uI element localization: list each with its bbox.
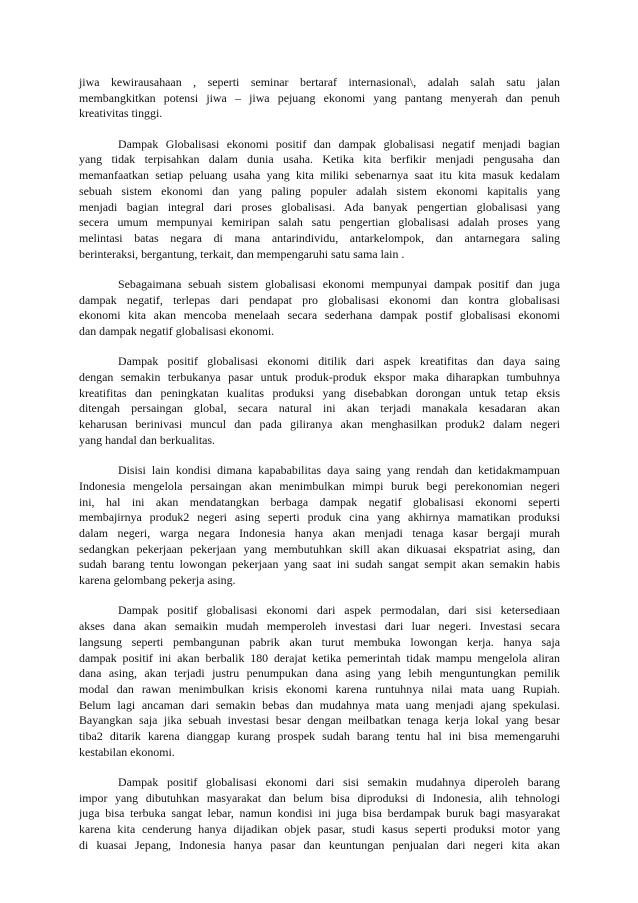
text-line: sebuah sistem ekonomi dan yang paling populer adalah sistem ekonomi kapitalis yang — [79, 183, 560, 198]
text-line: memanfaatkan setiap peluang usaha yang kita miliki sebenarnya saat itu kita masuk kedalam — [79, 168, 560, 183]
text-line: keharusan berinivasi muncul dan pada giliranya akan menghasilkan produk2 dalam negeri — [79, 417, 560, 432]
text-line: yang tidak terpisahkan dalam dunia usaha. Ketika kita berfikir menjadi pengusaha dan — [79, 152, 560, 167]
text-line: Bayangkan saja jika sebuah investasi besar dengan meilbatkan tenaga kerja lokal yang besar — [79, 713, 560, 728]
text-line: membajirnya produk2 negeri asing seperti produk cina yang akhirnya mamatikan produksi — [79, 510, 560, 525]
text-line: kreativitas tinggi. — [79, 106, 163, 121]
text-line: modal dan rawan menimbulkan krisis ekonomi karena runtuhnya nilai mata uang Rupiah. — [79, 681, 560, 696]
paragraph — [79, 75, 560, 122]
text-line: Sebagaimana sebuah sistem globalisasi ekonomi mempunyai dampak positif dan juga — [118, 276, 560, 291]
text-line: akses dana akan semaikin mudah memperoleh investasi dari luar negeri. Investasi secara — [79, 619, 560, 634]
text-line: kreatifitas dan peningkatan kualitas produksi yang disebabkan dorongan untuk tetap eksis — [79, 385, 560, 400]
paragraph — [79, 775, 560, 854]
text-line: Dampak positif globalisasi ekonomi dari sisi semakin mudahnya diperoleh barang — [118, 775, 560, 790]
text-line: Indonesia mengelola persaingan akan menimbulkan mimpi buruk begi perekonomian negeri — [79, 478, 560, 493]
text-line: impor yang dibutuhkan masyarakat dan belum bisa diproduksi di Indonesia, alih tehnologi — [79, 790, 560, 805]
paragraph — [79, 463, 560, 589]
text-line: dengan semakin terbukanya pasar untuk produk-produk ekspor maka diharapkan tumbuhnya — [79, 370, 560, 384]
text-line: dalam negeri, warga negara Indonesia hanya akan menjadi tenaga kasar bergaji murah — [79, 525, 560, 540]
text-line: Dampak positif globalisasi ekonomi dari aspek permodalan, dari sisi ketersediaan — [118, 603, 560, 618]
text-line: dan dampak negatif globalisasi ekonomi. — [79, 324, 275, 339]
text-line: jiwa kewirausahaan , seperti seminar bertaraf internasional\, adalah salah satu jalan — [79, 75, 560, 89]
text-line: ekonomi kita akan mencoba menelaah secara sederhana dampak postif globalisasi ekonomi — [79, 308, 560, 323]
text-line: dana asing, akan terjadi justru penumpukan dana asing yang lebih menguntungkan pemilik — [79, 666, 560, 681]
text-line: dampak negatif, terlepas dari pendapat pro globalisasi ekonomi dan kontra globalisasi — [79, 292, 560, 307]
paragraph — [79, 603, 560, 760]
text-line: Disisi lain kondisi dimana kapababilitas daya saing yang rendah dan ketidakmampuan — [118, 463, 560, 478]
paragraph — [79, 277, 560, 340]
text-line: Dampak positif globalisasi ekonomi ditilik dari aspek kreatifitas dan daya saing — [118, 354, 560, 369]
text-line: Dampak Globalisasi ekonomi positif dan dampak globalisasi negatif menjadi bagian — [118, 136, 560, 151]
paragraph — [79, 137, 560, 263]
text-line: menjadi bagian integral dari proses globalisasi. Ada banyak pengertian globalisasi yang — [79, 199, 560, 214]
text-line: Belum lagi ancaman dari semakin bebas dan mudahnya mata uang menjadi ajang spekulasi. — [79, 697, 560, 712]
text-line: secera umum mempunyai kemiripan salah satu pengertian globalisasi adalah proses yang — [79, 215, 560, 230]
text-line: sedangkan pekerjaan pekerjaan yang membutuhkan skill akan dikuasai ekspatriat asing, dan — [79, 541, 560, 556]
text-line: langsung seperti pembangunan pabrik akan turut membuka lowongan kerja. hanya saja — [79, 634, 560, 649]
text-line: ditengah persaingan global, secara natural ini akan terjadi manakala kesadaran akan — [79, 401, 560, 416]
text-line: karena kita cenderung hanya dijadikan objek pasar, studi kasus seperti produksi motor yang — [79, 822, 560, 837]
text-line: yang handal dan berkualitas. — [79, 432, 216, 447]
paragraph — [79, 354, 560, 448]
text-line: tiba2 ditarik karena dianggap kurang prospek sudah barang tentu hal ini bisa memengaruhi — [79, 729, 560, 744]
text-line: membangkitkan potensi jiwa – jiwa pejuang ekonomi yang pantang menyerah dan penuh — [79, 90, 560, 105]
text-line: ini, hal ini akan mendatangkan berbaga dampak negatif globalisasi ekonomi seperti — [79, 494, 560, 509]
document-body — [79, 75, 560, 868]
text-line: kestabilan ekonomi. — [79, 744, 175, 759]
text-line: di kuasai Jepang, Indonesia hanya pasar dan keuntungan penjualan dari negeri kita akan — [79, 837, 560, 852]
text-line: berinteraksi, bergantung, terkait, dan mempengaruhi satu sama lain . — [79, 246, 405, 261]
text-line: karena gelombang pekerja asing. — [79, 573, 236, 588]
text-line: dampak positif ini akan berbalik 180 derajat ketika pemerintah tidak mampu mengelola aliran — [79, 650, 560, 665]
text-line: juga bisa terbuka sangat lebar, namun kondisi ini juga bisa berdampak buruk bagi masyarakat — [79, 806, 560, 821]
text-line: sudah barang tentu lowongan pekerjaan yang saat ini sudah sangat sempit akan semakin habis — [79, 557, 560, 572]
text-line: melintasi batas negara di mana antarindividu, antarkelompok, dan antarnegara saling — [79, 230, 560, 245]
